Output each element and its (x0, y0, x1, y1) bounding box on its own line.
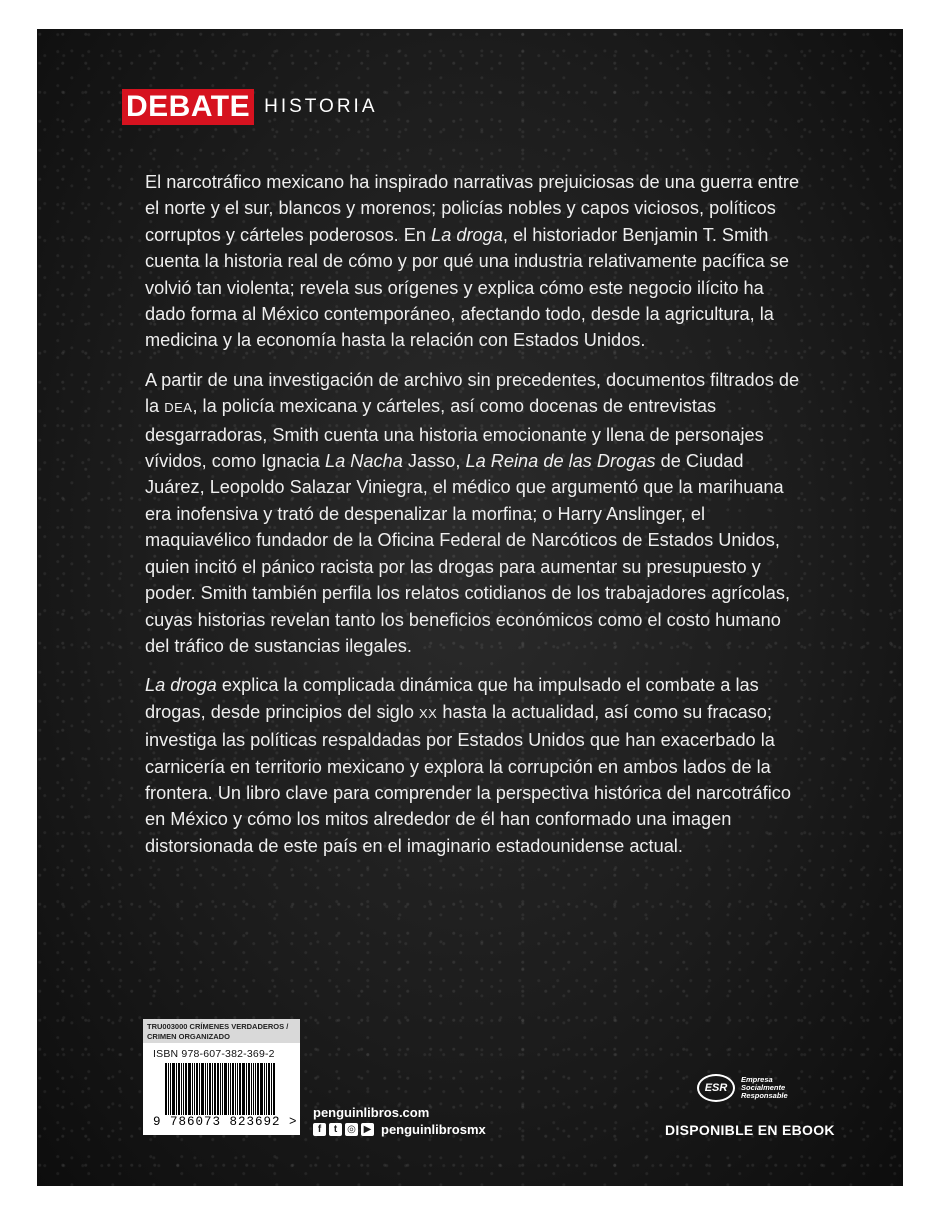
esr-caption: Empresa Socialmente Responsable (741, 1075, 788, 1100)
twitter-icon[interactable]: t (329, 1123, 342, 1136)
imprint-name: DEBATE (122, 89, 254, 125)
ean-digits: 9 786073 823692 > (153, 1115, 298, 1129)
isbn: ISBN 978-607-382-369-2 (153, 1048, 275, 1060)
instagram-icon[interactable]: ◎ (345, 1123, 358, 1136)
social-handle[interactable]: penguinlibrosmx (381, 1122, 486, 1137)
barcode-block (143, 1019, 300, 1135)
social-links (313, 1122, 486, 1137)
blurb-paragraph-1: El narcotráfico mexicano ha inspirado narrativas prejuiciosas de una guerra entre el norte y el sur, blancos y morenos; policías nobles y capos viciosos, políticos corruptos y cárteles poderosos. En La droga, el historiador Benjamin T. Smith cuenta la historia real de cómo y por qué una industria relativamente pacífica se volvió tan violenta; revela sus orígenes y explica cómo este negocio ilícito ha dado forma al México contemporáneo, afectando todo, desde la agricultura, la medicina y la economía hasta la relación con Estados Unidos. (145, 172, 800, 351)
brand-logo (122, 89, 378, 125)
facebook-icon[interactable]: f (313, 1123, 326, 1136)
collection-name: HISTORIA (264, 96, 378, 117)
ebook-availability: DISPONIBLE EN EBOOK (665, 1122, 835, 1138)
back-cover (37, 29, 903, 1186)
esr-badge (697, 1074, 788, 1102)
esr-logo: ESR (697, 1074, 735, 1102)
bisac-category: TRU003000 CRÍMENES VERDADEROS / CRIMEN ORGANIZADO (143, 1019, 300, 1043)
blurb-paragraph-3: La droga explica la complicada dinámica que ha impulsado el combate a las drogas, desde principios del siglo XX hasta la actualidad, así como su fracaso; investiga las políticas respaldadas por Estados Unidos que han exacerbado la carnicería en territorio mexicano y explora la corrupción en ambos lados de la frontera. Un libro clave para comprender la perspectiva histórica del narcotráfico en México y cómo los mitos alrededor de él han conformado una imagen distorsionada de este país en el imaginario estadounidense actual. (145, 675, 791, 856)
barcode (165, 1063, 283, 1115)
blurb (145, 169, 805, 872)
blurb-paragraph-2: A partir de una investigación de archivo sin precedentes, documentos filtrados de la DEA, la policía mexicana y cárteles, así como docenas de entrevistas desgarradoras, Smith cuenta una historia emocionante y llena de personajes vívidos, como Ignacia La Nacha Jasso, La Reina de las Drogas de Ciudad Juárez, Leopoldo Salazar Viniegra, el médico que argumentó que la marihuana era inofensiva y trató de despenalizar la morfina; o Harry Anslinger, el maquiavélico fundador de la Oficina Federal de Narcóticos de Estados Unidos, quien incitó el pánico racista por las drogas para aumentar su presupuesto y poder. Smith también perfila los relatos cotidianos de los trabajadores agrícolas, cuyas historias revelan tanto los beneficios económicos como el costo humano del tráfico de sustancias ilegales. (145, 369, 800, 656)
youtube-icon[interactable]: ▶ (361, 1123, 374, 1136)
publisher-website[interactable]: penguinlibros.com (313, 1105, 430, 1120)
